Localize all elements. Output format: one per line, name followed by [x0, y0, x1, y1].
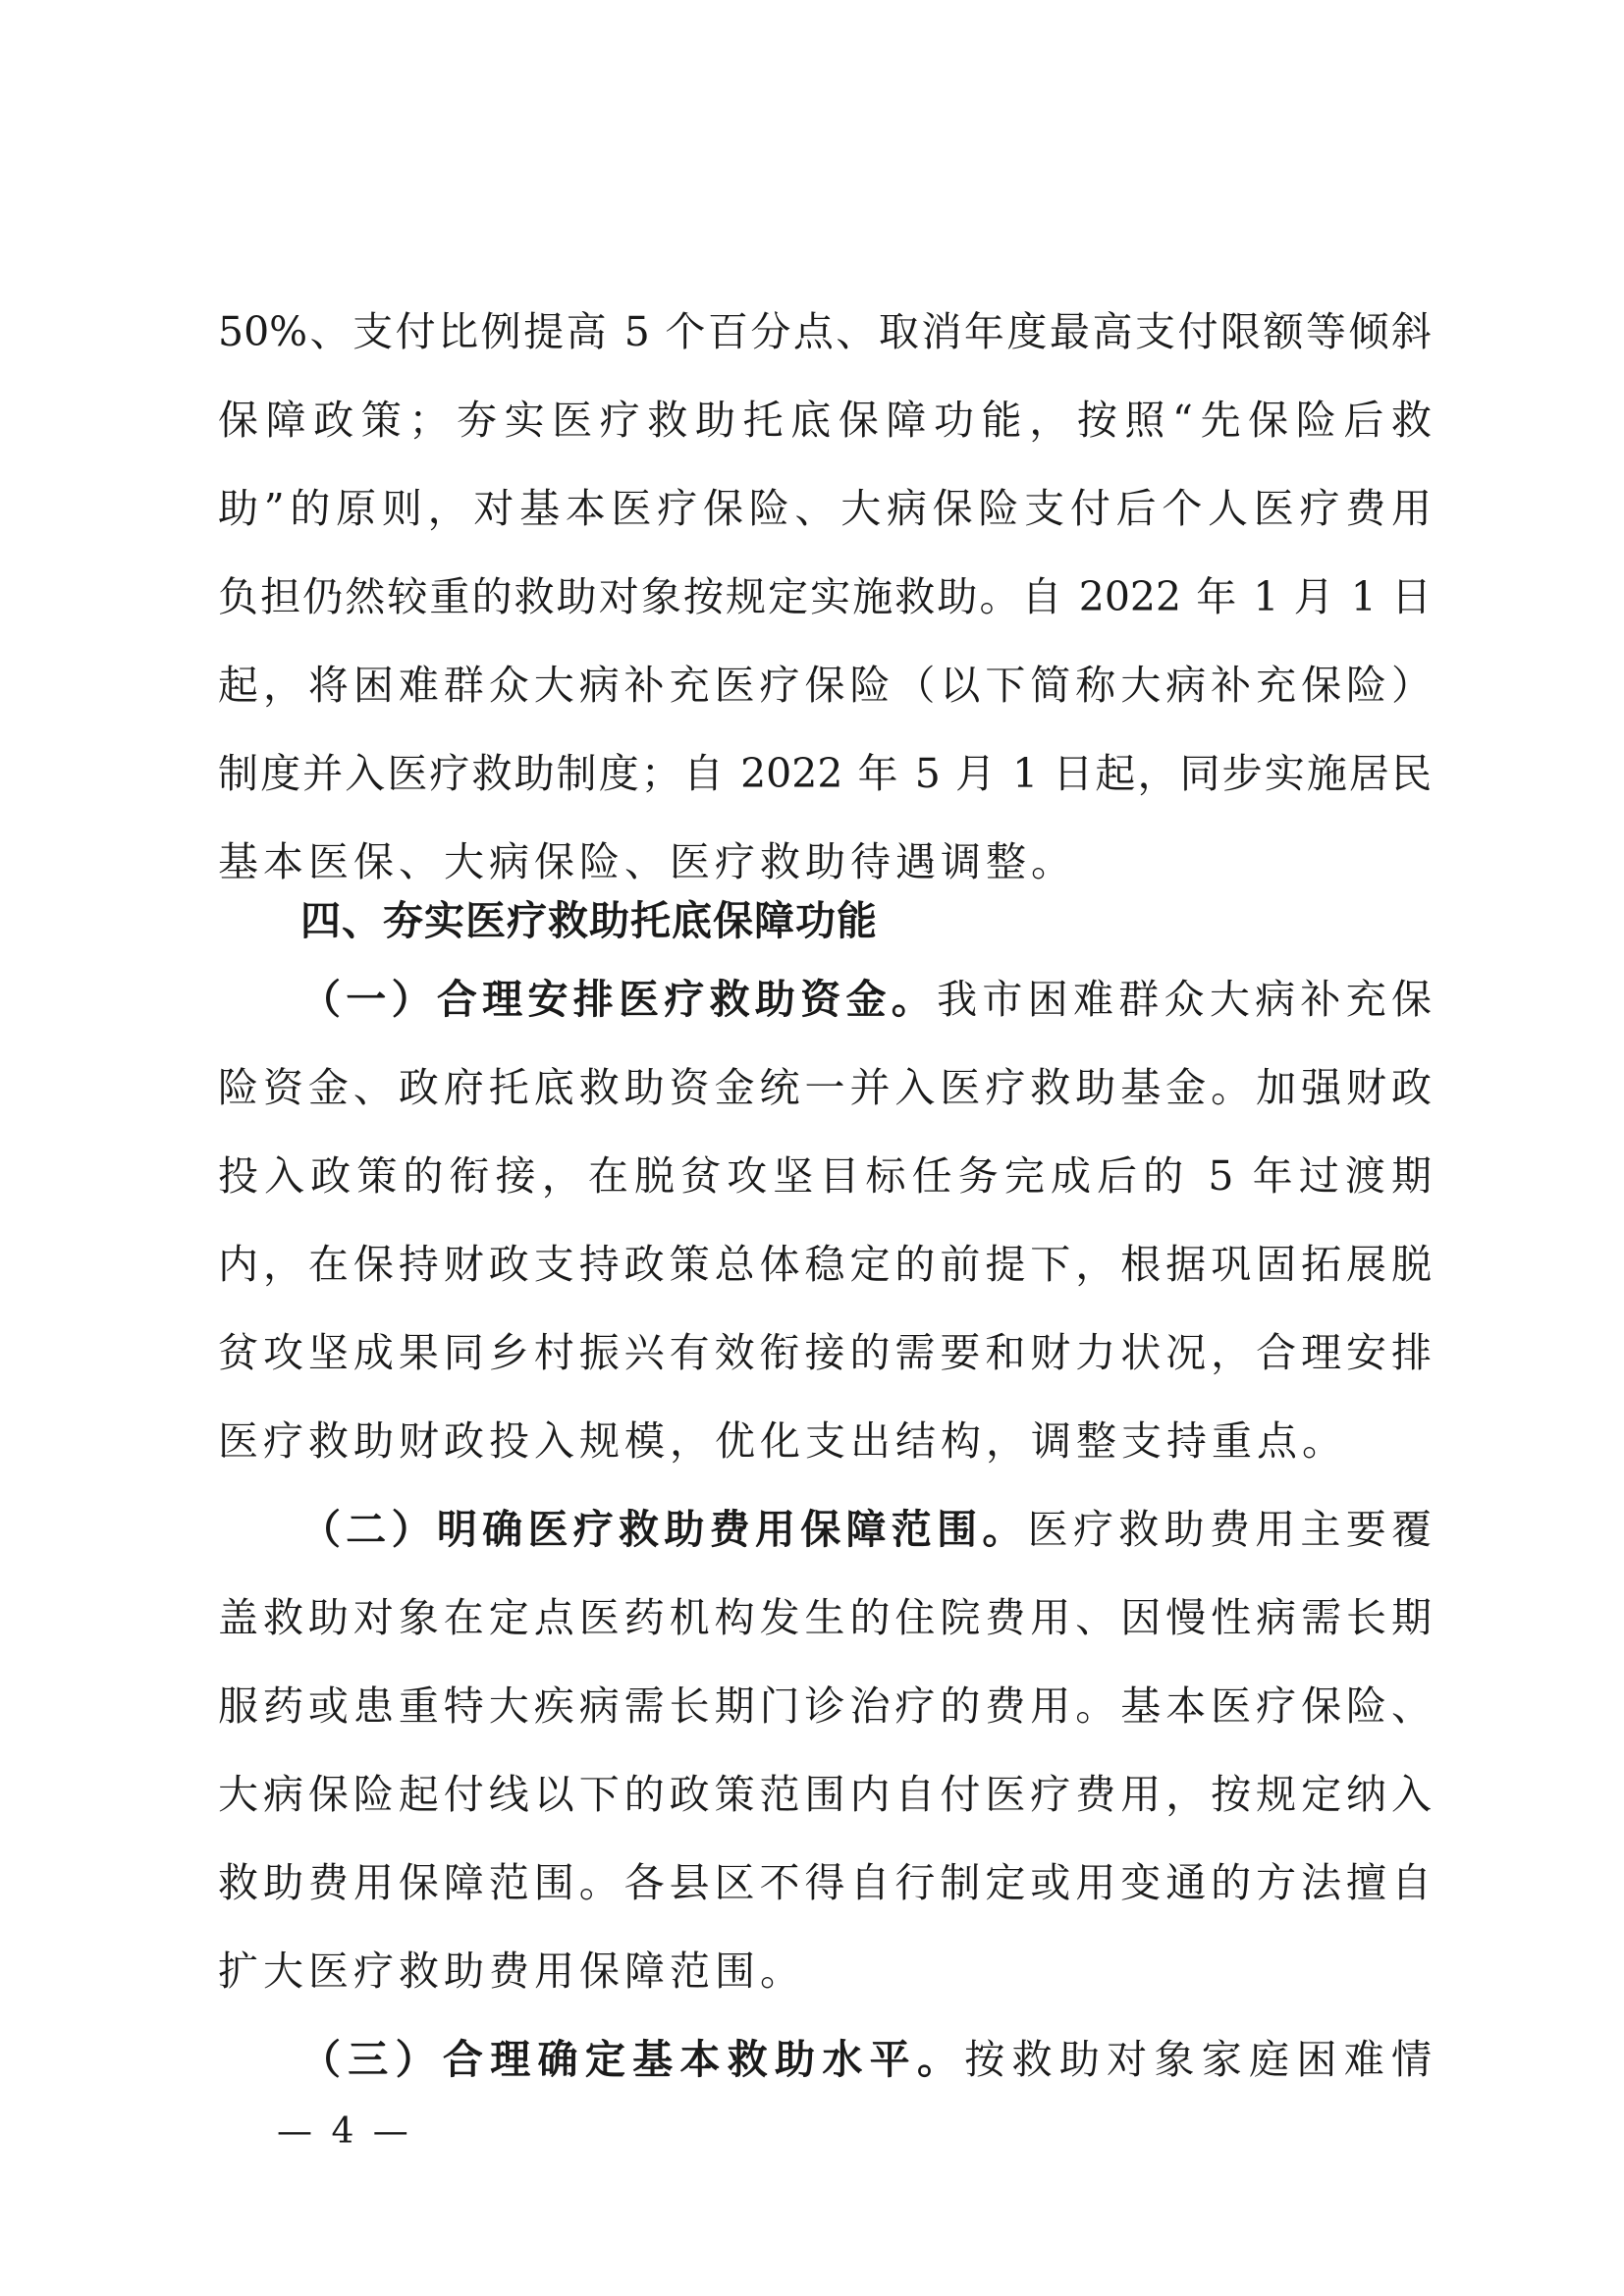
text-line: 服药或患重特大疾病需长期门诊治疗的费用。基本医疗保险、: [218, 1682, 1432, 1730]
text-line: 内，在保持财政支持政策总体稳定的前提下，根据巩固拓展脱: [218, 1241, 1432, 1288]
text-line: 投入政策的衔接，在脱贫攻坚目标任务完成后的 5 年过渡期: [218, 1152, 1432, 1200]
text-line: 救助费用保障范围。各县区不得自行制定或用变通的方法擅自: [218, 1859, 1432, 1906]
item-title: （一）合理安排医疗救助资金。: [300, 976, 938, 1023]
text-line: 助”的原则，对基本医疗保险、大病保险支付后个人医疗费用: [218, 485, 1432, 532]
item-title: （二）明确医疗救助费用保障范围。: [300, 1506, 1028, 1553]
text-line: 扩大医疗救助费用保障范围。: [218, 1948, 805, 1995]
text-line: 负担仍然较重的救助对象按规定实施救助。自 2022 年 1 月 1 日: [218, 573, 1432, 620]
item-text: 按救助对象家庭困难情: [964, 2036, 1433, 2083]
text-line: 保障政策；夯实医疗救助托底保障功能，按照“先保险后救: [218, 397, 1432, 444]
item-text: 医疗救助费用主要覆: [1027, 1506, 1433, 1553]
text-line: 基本医保、大病保险、医疗救助待遇调整。: [218, 838, 1076, 885]
text-line: 制度并入医疗救助制度；自 2022 年 5 月 1 日起，同步实施居民: [218, 750, 1432, 797]
section-heading: 四、夯实医疗救助托底保障功能: [300, 897, 878, 944]
text-line: 贫攻坚成果同乡村振兴有效衔接的需要和财力状况，合理安排: [218, 1329, 1432, 1376]
text-line: 起，将困难群众大病补充医疗保险（以下简称大病补充保险）: [218, 662, 1432, 709]
item-first-line: [300, 2030, 1432, 2089]
item-first-line: [300, 1500, 1432, 1559]
page-number: — 4 —: [277, 2111, 412, 2152]
item-title: （三）合理确定基本救助水平。: [300, 2036, 965, 2083]
item-text: 我市困难群众大病补充保: [937, 976, 1433, 1023]
text-line: 险资金、政府托底救助资金统一并入医疗救助基金。加强财政: [218, 1064, 1432, 1111]
text-line: 医疗救助财政投入规模，优化支出结构，调整支持重点。: [218, 1417, 1347, 1465]
text-line: 大病保险起付线以下的政策范围内自付医疗费用，按规定纳入: [218, 1771, 1432, 1818]
item-first-line: [300, 970, 1432, 1029]
text-line: 50%、支付比例提高 5 个百分点、取消年度最高支付限额等倾斜: [218, 308, 1432, 355]
text-line: 盖救助对象在定点医药机构发生的住院费用、因慢性病需长期: [218, 1594, 1432, 1641]
